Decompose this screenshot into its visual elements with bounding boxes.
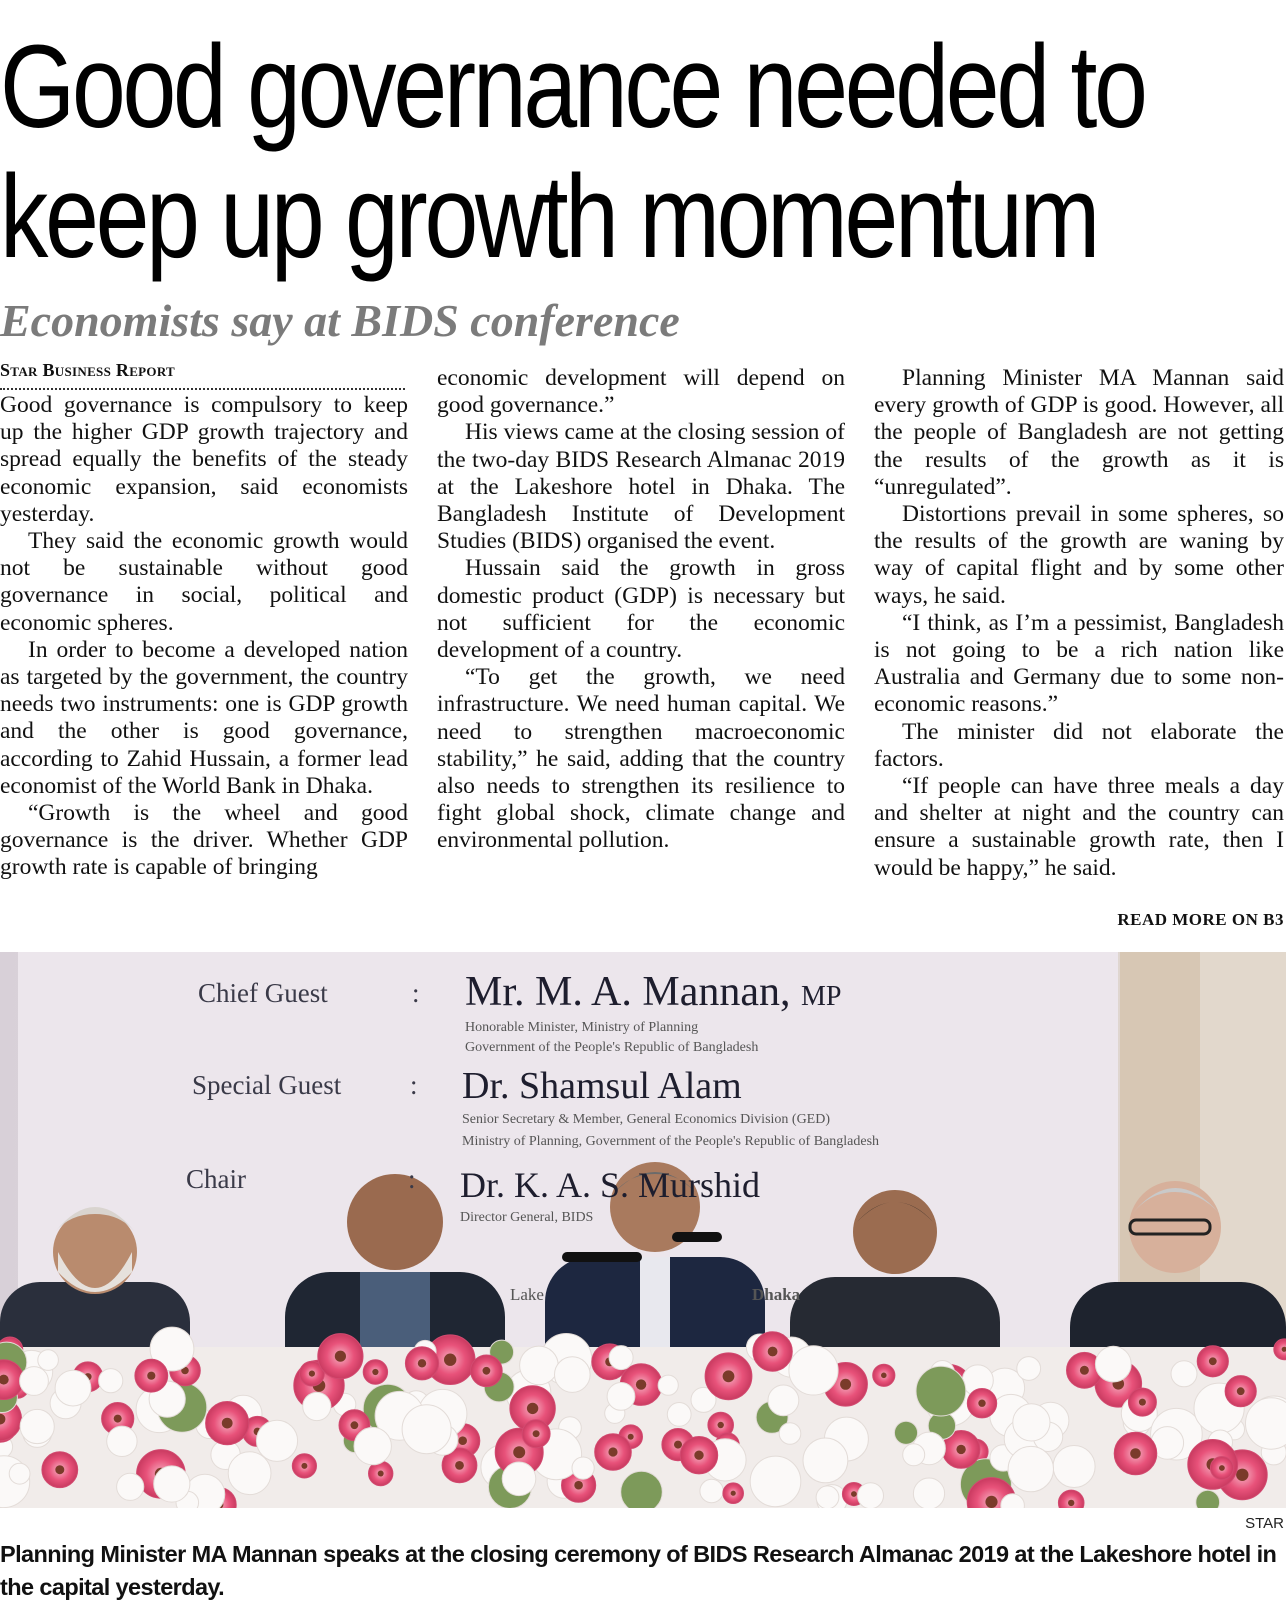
white-flower bbox=[903, 1444, 925, 1466]
photo-credit: STAR bbox=[1245, 1515, 1284, 1532]
paragraph: “I think, as I’m a pessimist, Bangladesh is not going to be a rich nation like Australia and Germany due to some non-economic reasons.” bbox=[874, 609, 1284, 718]
flower-center bbox=[574, 1481, 583, 1490]
flower-center bbox=[513, 1446, 525, 1458]
flower-center bbox=[636, 1379, 646, 1389]
flower-center bbox=[1139, 1399, 1146, 1406]
flower-center bbox=[1068, 1500, 1074, 1506]
flower-center bbox=[723, 1370, 735, 1382]
white-flower bbox=[894, 1421, 917, 1444]
flower-center bbox=[483, 1367, 491, 1375]
banner-colon: : bbox=[408, 1164, 416, 1194]
byline: Star Business Report bbox=[0, 360, 176, 380]
white-flower bbox=[750, 1456, 801, 1507]
paragraph: Good governance is compulsory to keep up the higher GDP growth trajectory and spread equally the benefits of the steady economic expansion, said economists yesterday. bbox=[0, 392, 408, 527]
flower-center bbox=[455, 1461, 464, 1470]
white-flower bbox=[1171, 1361, 1197, 1387]
white-flower bbox=[789, 1346, 838, 1395]
white-flower bbox=[99, 1369, 123, 1393]
white-flower bbox=[402, 1405, 451, 1454]
white-flower bbox=[1053, 1446, 1095, 1488]
banner-chief-guest-label: Chief Guest bbox=[198, 978, 328, 1008]
photo-caption: Planning Minister MA Mannan speaks at the closing ceremony of BIDS Research Almanac 2019 at the Lakeshore hotel in the capital yesterday. bbox=[0, 1541, 1277, 1600]
banner-colon: : bbox=[412, 978, 420, 1008]
banner-special-guest-name: Dr. Shamsul Alam bbox=[462, 1065, 742, 1107]
banner-special-guest-org: Ministry of Planning, Government of the People's Republic of Bangladesh bbox=[462, 1134, 880, 1149]
flower-center bbox=[694, 1451, 703, 1460]
flower-center bbox=[1080, 1366, 1089, 1375]
flower-center bbox=[628, 1434, 634, 1440]
paragraph: In order to become a developed nation as targeted by the government, the country needs two instruments: one is GDP growth and the other is good governance, according to Zahid Hussain, a former lead economist of the World Bank in Dhaka. bbox=[0, 636, 408, 799]
paragraph: “To get the growth, we need infrastructure. We need human capital. We need to strengthen macroeconomic stability,” he said, adding that the country also needs to strengthen its resilience to fight global shock, climate change and environmental pollution. bbox=[437, 664, 845, 854]
headline-line-1: Good governance needed to bbox=[0, 21, 1145, 153]
news-photo bbox=[0, 952, 1286, 1508]
flower-center bbox=[444, 1354, 456, 1366]
article-column-1 bbox=[0, 392, 408, 882]
white-flower bbox=[621, 1471, 663, 1508]
white-flower bbox=[520, 1346, 559, 1385]
paragraph: “If people can have three meals a day and shelter at night and the country can ensure a sustainable growth rate, then I would be happy,” he said. bbox=[874, 773, 1284, 881]
flower-center bbox=[147, 1372, 155, 1380]
white-flower bbox=[779, 1423, 801, 1445]
white-flower bbox=[572, 1457, 594, 1479]
subheadline: Economists say at BIDS conference bbox=[0, 295, 680, 346]
banner-chief-guest-name bbox=[465, 968, 841, 1016]
article-column-3 bbox=[874, 365, 1284, 882]
flower-center bbox=[1236, 1469, 1248, 1481]
flower-center bbox=[533, 1430, 540, 1437]
white-flower bbox=[55, 1370, 91, 1406]
flower-center bbox=[378, 1471, 384, 1477]
white-flower bbox=[700, 1479, 723, 1502]
white-flower bbox=[768, 1385, 799, 1416]
flower-center bbox=[1209, 1357, 1217, 1365]
white-flower bbox=[9, 1463, 30, 1484]
white-flower bbox=[354, 1427, 391, 1464]
white-flower bbox=[1017, 1357, 1041, 1381]
flower-center bbox=[418, 1359, 426, 1367]
banner-chair-label: Chair bbox=[186, 1164, 246, 1194]
flower-center bbox=[851, 1491, 857, 1497]
flower-center bbox=[608, 1447, 617, 1456]
flower-center bbox=[978, 1400, 985, 1407]
banner-chair-name: Dr. K. A. S. Murshid bbox=[460, 1165, 761, 1205]
flower-center bbox=[840, 1379, 851, 1390]
flower-center bbox=[956, 1445, 965, 1454]
flower-center bbox=[1219, 1465, 1225, 1471]
white-flower bbox=[658, 1375, 678, 1395]
flower-center bbox=[309, 1371, 315, 1377]
white-flower bbox=[502, 1462, 536, 1496]
white-flower bbox=[607, 1383, 635, 1411]
banner-colon: : bbox=[410, 1070, 418, 1100]
paragraph: They said the economic growth would not be sustainable without good governance in social, political and economic spheres. bbox=[0, 528, 408, 636]
headline-line-2: keep up growth momentum bbox=[0, 151, 1098, 283]
flower-center bbox=[458, 1436, 467, 1445]
white-flower bbox=[1013, 1404, 1050, 1441]
chief-guest-name: Mr. M. A. Mannan, bbox=[465, 969, 791, 1015]
paragraph: His views came at the closing session of the two-day BIDS Research Almanac 2019 at the Lakeshore hotel in Dhaka. The Bangladesh Institute of Development Studies (BIDS) organised the event. bbox=[437, 419, 845, 555]
white-flower bbox=[555, 1357, 591, 1393]
white-flower bbox=[1008, 1446, 1053, 1491]
white-flower bbox=[667, 1403, 691, 1427]
read-more-link[interactable]: READ MORE ON B3 bbox=[1117, 910, 1284, 929]
flower-center bbox=[372, 1369, 378, 1375]
flower-center bbox=[1130, 1448, 1141, 1459]
white-flower bbox=[20, 1367, 49, 1396]
flower-center bbox=[222, 1418, 233, 1429]
flower-center bbox=[335, 1351, 346, 1362]
flower-center bbox=[55, 1465, 64, 1474]
flower-center bbox=[985, 1496, 997, 1508]
white-flower bbox=[816, 1486, 839, 1508]
white-flower bbox=[228, 1452, 271, 1495]
white-flower bbox=[303, 1392, 331, 1420]
flower-center bbox=[718, 1422, 724, 1428]
paragraph: “Growth is the wheel and good governance is the driver. Whether GDP growth rate is capable of bringing bbox=[0, 800, 408, 881]
white-flower bbox=[256, 1420, 297, 1461]
banner-chief-guest-title: Honorable Minister, Ministry of Planning bbox=[465, 1020, 699, 1035]
banner-venue-right: Dhaka bbox=[752, 1285, 801, 1304]
banner-special-guest-label: Special Guest bbox=[192, 1070, 342, 1100]
white-flower bbox=[154, 1466, 190, 1502]
flower-center bbox=[768, 1347, 778, 1357]
white-flower bbox=[107, 1426, 137, 1456]
paragraph: The minister did not elaborate the factors. bbox=[874, 718, 1284, 772]
paragraph: Planning Minister MA Mannan said every growth of GDP is good. However, all the people of Bangladesh are not getting the results of the growth as it is “unregulated”. bbox=[874, 365, 1284, 500]
white-flower bbox=[20, 1409, 54, 1443]
white-flower bbox=[117, 1473, 144, 1500]
white-flower bbox=[916, 1366, 966, 1416]
paragraph: Distortions prevail in some spheres, so the results of the growth are waning by way of capital flight and by some other ways, he said. bbox=[874, 501, 1284, 609]
flower-center bbox=[527, 1403, 538, 1414]
flower-center bbox=[351, 1421, 359, 1429]
headline bbox=[0, 21, 1145, 283]
flower-center bbox=[1237, 1387, 1245, 1395]
byline-divider bbox=[0, 388, 405, 390]
flower-center bbox=[674, 1441, 682, 1449]
microphone bbox=[562, 1252, 642, 1262]
flower-center bbox=[114, 1415, 122, 1423]
white-flower bbox=[38, 1350, 59, 1371]
white-flower bbox=[1095, 1346, 1131, 1382]
flower-center bbox=[731, 1491, 736, 1496]
flower-center bbox=[881, 1373, 887, 1379]
banner-venue-left: Lake bbox=[510, 1285, 544, 1304]
chief-guest-suffix: MP bbox=[801, 981, 842, 1012]
paragraph: economic development will depend on good governance.” bbox=[437, 365, 845, 419]
white-flower bbox=[803, 1438, 848, 1483]
white-flower bbox=[913, 1478, 944, 1508]
article-column-2 bbox=[437, 365, 845, 855]
banner-chair-title: Director General, BIDS bbox=[460, 1210, 594, 1225]
flower-center bbox=[301, 1463, 307, 1469]
banner-special-guest-title: Senior Secretary & Member, General Economics Division (GED) bbox=[462, 1112, 830, 1127]
white-flower bbox=[609, 1346, 633, 1370]
white-flower bbox=[858, 1483, 884, 1508]
paragraph: Hussain said the growth in gross domestic product (GDP) is necessary but not sufficient for the economic development of a country. bbox=[437, 555, 845, 664]
banner-chief-guest-org: Government of the People's Republic of Bangladesh bbox=[465, 1040, 759, 1055]
